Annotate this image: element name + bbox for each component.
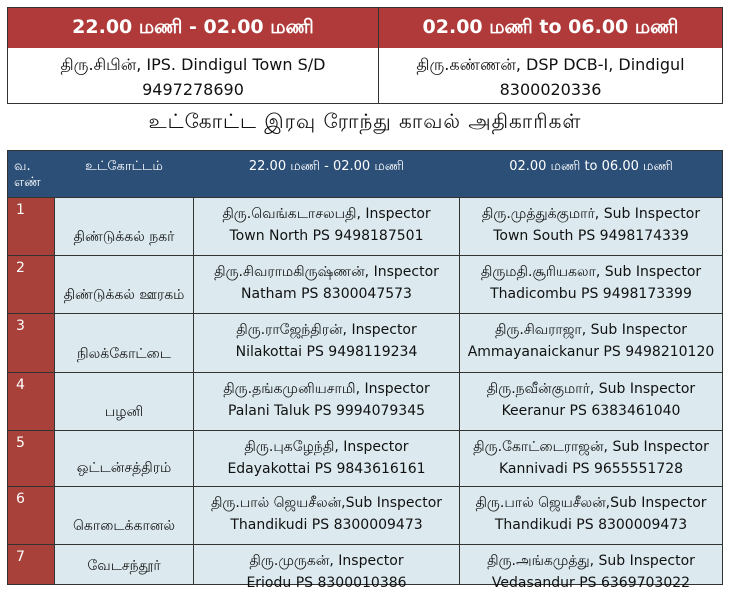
row-shift2-officer-name: திரு.பால் ஜெயசீலன்,Sub Inspector [475,495,707,511]
subdivision-patrol-table [7,150,723,591]
row-serial-no: 1 [8,198,54,255]
row-shift1-officer-name: திரு.சிவராமகிருஷ்ணன், Inspector [214,264,439,280]
row-shift1-officer [194,256,459,313]
top-officer-shift1-phone: 9497278690 [142,80,244,99]
top-officer-shift2-phone: 8300020336 [499,80,602,99]
row-shift2-station-phone: Ammayanaickanur PS 9498210120 [467,344,715,360]
row-shift1-officer-name: திரு.தங்கமுனியசாமி, Inspector [223,381,430,397]
header-subdivision: உட்கோட்டம் [85,159,163,174]
row-shift2-officer [460,256,722,313]
row-subdivision-name: கொடைக்கானல் [73,518,175,534]
row-shift2-officer [460,198,722,255]
row-shift1-station-phone: Thandikudi PS 8300009473 [230,517,423,533]
row-shift2-officer-name: திரு.முத்துக்குமார், Sub Inspector [481,206,701,222]
row-shift1-officer [194,314,459,372]
row-shift2-officer-name: திருமதி.சூரியகலா, Sub Inspector [480,264,702,280]
row-shift1-officer [194,487,459,544]
row-shift2-officer [460,545,722,591]
row-shift2-station-phone: Keeranur PS 6383461040 [501,403,681,419]
row-subdivision-name: பழனி [104,404,144,420]
top-header-shift2: 02.00 மணி to 06.00 மணி [379,8,722,48]
table-row [8,197,722,255]
row-shift1-officer-name: திரு.ராஜேந்திரன், Inspector [236,322,417,338]
table-header [8,151,722,197]
row-shift2-officer-name: திரு.அங்கமுத்து, Sub Inspector [487,553,695,569]
row-shift2-officer [460,314,722,372]
row-serial-no: 3 [8,314,54,372]
row-shift1-officer [194,431,459,486]
row-shift1-officer-name: திரு.புகழேந்தி, Inspector [244,439,409,455]
row-subdivision-name: திண்டுக்கல் நகர் [73,229,175,245]
row-shift2-station-phone: Town South PS 9498174339 [493,228,689,244]
row-subdivision-name: ஒட்டன்சத்திரம் [76,460,172,476]
top-officer-shift2-name: திரு.கண்ணன், DSP DCB-I, Dindigul [416,55,685,74]
row-shift1-officer-name: திரு.வெங்கடாசலபதி, Inspector [222,206,431,222]
row-serial-no: 6 [8,487,54,544]
row-shift1-station-phone: Town North PS 9498187501 [229,228,424,244]
header-shift1: 22.00 மணி - 02.00 மணி [248,159,405,174]
table-row [8,372,722,430]
table-row [8,544,722,591]
top-officer-shift1-name: திரு.சிபின், IPS. Dindigul Town S/D [60,55,326,74]
table-row [8,430,722,486]
row-shift1-officer-name: திரு.முருகன், Inspector [249,553,404,569]
row-shift2-officer [460,487,722,544]
header-shift2: 02.00 மணி to 06.00 மணி [509,159,673,174]
row-shift1-station-phone: Nilakottai PS 9498119234 [235,344,418,360]
table-row [8,486,722,544]
row-shift1-officer [194,373,459,430]
row-shift1-officer [194,545,459,591]
row-subdivision [55,431,193,486]
row-shift2-station-phone: Thadicombu PS 9498173399 [490,286,692,302]
row-subdivision [55,256,193,313]
row-shift1-station-phone: Eriodu PS 8300010386 [246,575,407,591]
row-serial-no: 2 [8,256,54,313]
row-shift1-station-phone: Edayakottai PS 9843616161 [227,461,426,477]
table-row [8,255,722,313]
row-subdivision [55,314,193,372]
row-shift1-station-phone: Palani Taluk PS 9994079345 [227,403,426,419]
header-serial-no: வ. எண் [14,159,41,190]
row-shift2-station-phone: Kannivadi PS 9655551728 [498,461,684,477]
top-shift-table [7,7,723,104]
row-serial-no: 4 [8,373,54,430]
row-shift1-officer [194,198,459,255]
top-officer-shift2 [379,48,722,103]
row-shift2-officer [460,431,722,486]
row-serial-no: 7 [8,545,54,584]
row-shift1-station-phone: Natham PS 8300047573 [241,286,412,302]
row-serial-no: 5 [8,431,54,486]
row-shift1-officer-name: திரு.பால் ஜெயசீலன்,Sub Inspector [210,495,443,511]
top-header-shift1: 22.00 மணி - 02.00 மணி [8,8,378,48]
row-subdivision-name: நிலக்கோட்டை [77,346,171,362]
row-shift2-officer-name: திரு.சிவராஜா, Sub Inspector [494,322,688,338]
row-subdivision-name: வேடசந்தூர் [87,558,161,574]
row-shift2-station-phone: Thandikudi PS 8300009473 [494,517,688,533]
table-row [8,313,722,372]
row-shift2-officer-name: திரு.நவீன்குமார், Sub Inspector [486,381,696,397]
row-subdivision [55,373,193,430]
row-shift2-officer-name: திரு.கோட்டைராஜன், Sub Inspector [473,439,709,455]
row-shift2-station-phone: Vedasandur PS 6369703022 [491,575,691,591]
row-shift2-officer [460,373,722,430]
row-subdivision [55,545,193,584]
top-officer-shift1 [8,48,378,103]
row-subdivision-name: திண்டுக்கல் ஊரகம் [63,287,185,303]
row-subdivision [55,487,193,544]
row-subdivision [55,198,193,255]
page-caption: உட்கோட்ட இரவு ரோந்து காவல் அதிகாரிகள் [148,109,582,133]
